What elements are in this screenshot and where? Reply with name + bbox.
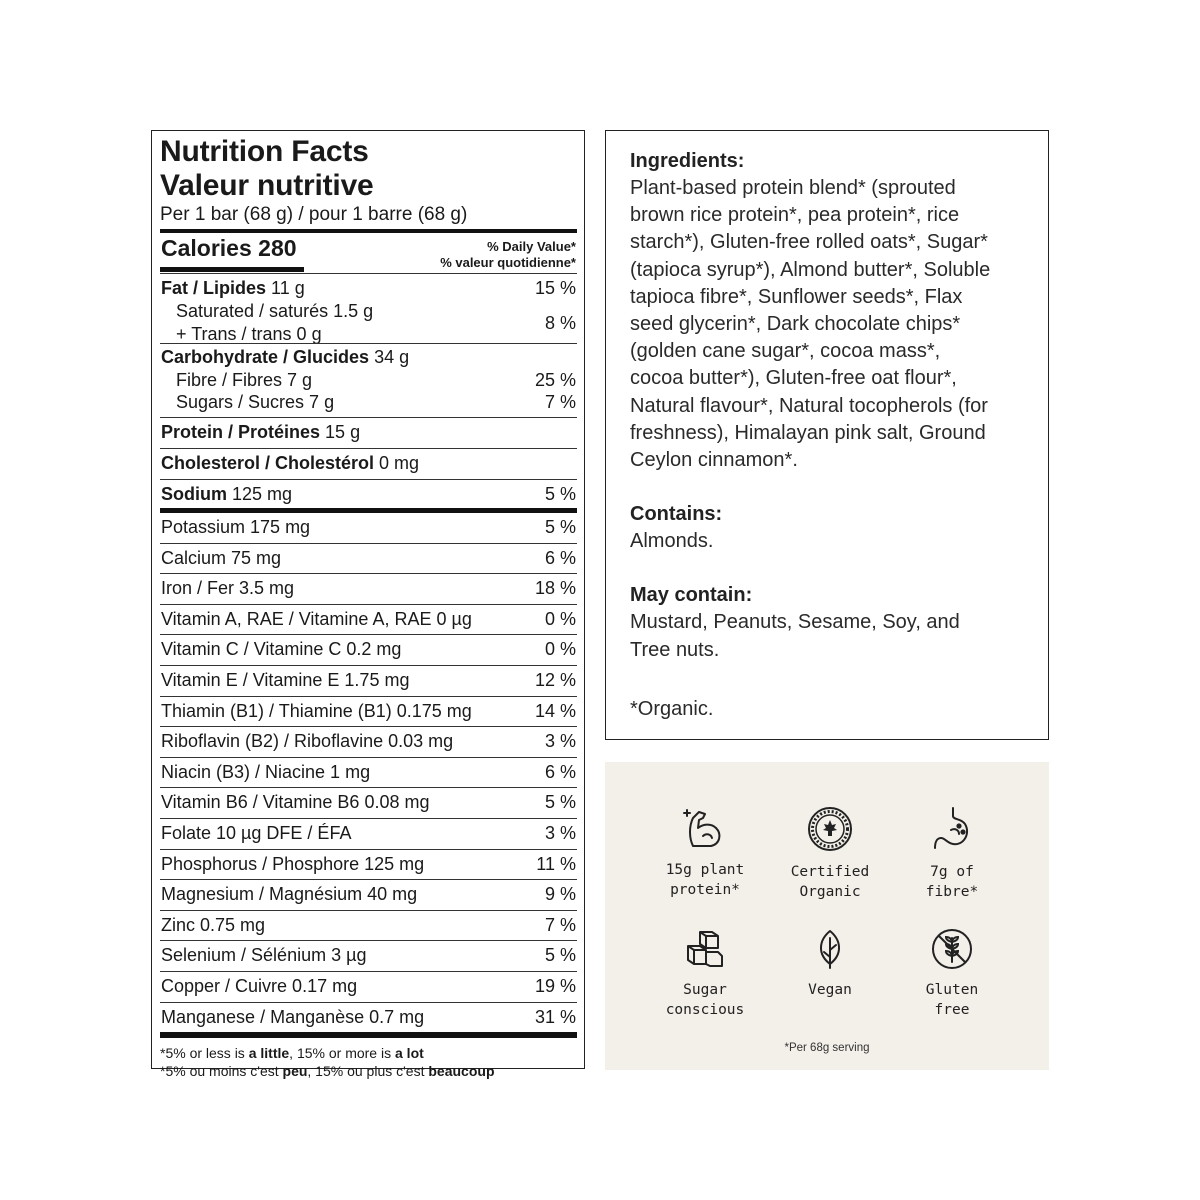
badge-caption: Organic: [799, 884, 861, 900]
micronutrient-label: Niacin (B3) / Niacine 1 mg: [161, 761, 371, 782]
micronutrient-percent: 12 %: [534, 669, 576, 690]
calories-underline: [160, 267, 304, 272]
micronutrient-percent: 11 %: [536, 853, 576, 874]
leaf-icon: [809, 928, 851, 970]
micronutrient-percent: 18 %: [534, 578, 576, 599]
badge-caption: Certified: [790, 864, 870, 880]
micronutrient-percent: 0 %: [544, 639, 576, 660]
micronutrient-percent: 5 %: [544, 945, 576, 966]
ingredients-line: starch*), Gluten-free rolled oats*, Sugar*: [630, 231, 988, 254]
ingredients-line: cocoa butter*), Gluten-free oat flour*,: [630, 367, 957, 390]
micronutrient-row: [160, 940, 577, 971]
micronutrient-percent: 5 %: [544, 517, 576, 537]
micronutrient-percent: 3 %: [544, 822, 576, 843]
micronutrient-row: [160, 849, 577, 880]
ingredients-line: tapioca fibre*, Sunflower seeds*, Flax: [630, 285, 963, 308]
ingredients-line: freshness), Himalayan pink salt, Ground: [630, 421, 986, 444]
micronutrient-row: [160, 726, 577, 757]
micronutrient-percent: 3 %: [544, 731, 576, 752]
badge-protein: [645, 806, 765, 900]
badge-gluten-free: [892, 928, 1012, 1020]
micronutrient-label: Vitamin A, RAE / Vitamine A, RAE 0 µg: [161, 608, 472, 629]
micronutrient-label: Potassium 175 mg: [161, 517, 311, 537]
footnote: [160, 1044, 577, 1080]
micronutrient-percent: 7 %: [544, 914, 576, 935]
calories-label: Calories 280: [161, 235, 297, 261]
micronutrient-label: Calcium 75 mg: [161, 547, 282, 568]
protein-amount: 15 g: [320, 422, 361, 442]
micronutrient-row: [160, 757, 577, 788]
micronutrient-percent: 31 %: [534, 1006, 576, 1027]
protein-label: Protein / Protéines: [161, 422, 321, 442]
micronutrient-row: [160, 818, 577, 849]
micronutrient-row: [160, 910, 577, 941]
carbohydrate-block: [160, 343, 577, 417]
may-contain-line: Tree nuts.: [630, 638, 720, 661]
badge-caption: Gluten: [925, 982, 979, 998]
calories-row: [160, 233, 577, 273]
contains-heading: Contains:: [630, 503, 723, 526]
saturated-trans-percent: 8 %: [544, 313, 576, 333]
micronutrient-label: Vitamin B6 / Vitamine B6 0.08 mg: [161, 792, 430, 813]
sugars-percent: 7 %: [544, 392, 576, 412]
ingredients-line: (golden cane sugar*, cocoa mass*,: [630, 340, 941, 363]
fat-label: Fat / Lipides: [161, 278, 267, 298]
micronutrient-row: [160, 634, 577, 665]
badge-caption: 15g plant: [665, 862, 745, 878]
sugar-cubes-icon: [684, 928, 726, 970]
micronutrient-label: Folate 10 µg DFE / ÉFA: [161, 822, 352, 843]
micronutrient-label: Vitamin E / Vitamine E 1.75 mg: [161, 669, 410, 690]
contains-text: Almonds.: [630, 530, 714, 553]
daily-value-header-fr: % valeur quotidienne*: [440, 255, 576, 270]
micronutrient-label: Selenium / Sélénium 3 µg: [161, 945, 367, 966]
flexed-arm-icon: [681, 806, 729, 850]
badge-caption: conscious: [665, 1002, 745, 1018]
micronutrient-percent: 9 %: [544, 884, 576, 905]
saturated-row: Saturated / saturés 1.5 g: [176, 301, 374, 321]
daily-value-header: [440, 239, 576, 271]
micronutrient-label: Magnesium / Magnésium 40 mg: [161, 884, 418, 905]
micronutrient-label: Phosphorus / Phosphore 125 mg: [161, 853, 425, 874]
stomach-icon: [929, 806, 975, 852]
protein-row: [160, 417, 577, 448]
micronutrient-row: [160, 573, 577, 604]
micronutrient-label: Thiamin (B1) / Thiamine (B1) 0.175 mg: [161, 700, 472, 721]
ingredients-heading: Ingredients:: [630, 150, 745, 172]
micronutrient-percent: 14 %: [534, 700, 576, 721]
footnote-en: *5% or less is a little, 15% or more is a lot: [160, 1045, 424, 1062]
badge-fibre: [892, 806, 1012, 902]
micronutrient-row: [160, 971, 577, 1002]
micronutrient-row: [160, 665, 577, 696]
ingredients-line: Natural flavour*, Natural tocopherols (for: [630, 394, 988, 417]
micronutrient-list: [160, 513, 577, 1032]
micronutrient-percent: 19 %: [534, 975, 576, 996]
sodium-amount: 125 mg: [227, 484, 293, 504]
micronutrient-row: [160, 787, 577, 818]
nutrition-title-en: Nutrition Facts: [160, 135, 369, 168]
micronutrient-row: [160, 513, 577, 543]
micronutrient-percent: 6 %: [544, 761, 576, 782]
organic-seal-icon: [807, 806, 853, 852]
ingredients-list: [630, 175, 1026, 474]
micronutrient-label: Zinc 0.75 mg: [161, 914, 266, 935]
micronutrient-percent: 5 %: [544, 792, 576, 813]
sodium-percent: 5 %: [544, 484, 576, 504]
footnote-fr: *5% ou moins c'est peu, 15% ou plus c'est beaucoup: [160, 1063, 495, 1080]
may-contain-heading: May contain:: [630, 584, 753, 607]
badge-organic: [770, 806, 890, 902]
fat-amount: 11 g: [266, 278, 305, 298]
thick-divider: [160, 1032, 577, 1038]
ingredients-line: (tapioca syrup*), Almond butter*, Soluble: [630, 258, 991, 281]
feature-badges-panel: [605, 762, 1049, 1070]
micronutrient-percent: 6 %: [544, 547, 576, 568]
trans-row: + Trans / trans 0 g: [176, 324, 322, 344]
serving-size: Per 1 bar (68 g) / pour 1 barre (68 g): [160, 204, 468, 225]
fat-row: [161, 278, 305, 299]
sugars-row: Sugars / Sucres 7 g: [176, 392, 335, 412]
badge-caption: protein*: [670, 882, 740, 898]
badge-caption: fibre*: [925, 884, 979, 900]
badge-vegan: [770, 928, 890, 1000]
no-wheat-icon: [931, 928, 973, 970]
sodium-label: Sodium: [161, 484, 227, 504]
micronutrient-label: Riboflavin (B2) / Riboflavine 0.03 mg: [161, 731, 454, 752]
micronutrient-row: [160, 879, 577, 910]
nutrition-facts-table: [151, 130, 585, 1080]
badge-caption: Sugar: [683, 982, 727, 998]
badge-caption: Vegan: [808, 982, 852, 998]
micronutrient-row: [160, 604, 577, 635]
ingredients-line: brown rice protein*, pea protein*, rice: [630, 204, 960, 227]
cholesterol-label: Cholesterol / Cholestérol: [161, 453, 375, 473]
ingredients-line: seed glycerin*, Dark chocolate chips*: [630, 313, 961, 336]
fibre-percent: 25 %: [534, 370, 576, 390]
micronutrient-percent: 0 %: [544, 608, 576, 629]
nutrition-title-fr: Valeur nutritive: [160, 169, 374, 202]
micronutrient-label: Vitamin C / Vitamine C 0.2 mg: [161, 639, 402, 660]
carbohydrate-amount: 34 g: [369, 347, 410, 367]
ingredients-panel: [605, 130, 1049, 740]
ingredients-line: Plant-based protein blend* (sprouted: [630, 177, 956, 199]
micronutrient-row: [160, 543, 577, 574]
micronutrient-row: [160, 1002, 577, 1033]
carbohydrate-row: [161, 347, 409, 368]
ingredients-line: Ceylon cinnamon*.: [630, 449, 798, 472]
carbohydrate-label: Carbohydrate / Glucides: [161, 347, 370, 367]
micronutrient-label: Manganese / Manganèse 0.7 mg: [161, 1006, 425, 1027]
badge-caption: 7g of: [930, 864, 974, 880]
organic-note: *Organic.: [630, 697, 714, 720]
cholesterol-row: [160, 448, 577, 479]
micronutrient-label: Copper / Cuivre 0.17 mg: [161, 975, 358, 996]
fat-block: [160, 273, 577, 343]
daily-value-header-en: % Daily Value*: [487, 239, 576, 254]
cholesterol-amount: 0 mg: [374, 453, 420, 473]
serving-note: *Per 68g serving: [784, 1042, 870, 1054]
sodium-row: [160, 479, 577, 508]
badge-sugar: [645, 928, 765, 1020]
may-contain-line: Mustard, Peanuts, Sesame, Soy, and: [630, 611, 960, 634]
badge-caption: free: [934, 1002, 970, 1018]
micronutrient-row: [160, 696, 577, 727]
micronutrient-label: Iron / Fer 3.5 mg: [161, 578, 295, 599]
fibre-row: Fibre / Fibres 7 g: [176, 370, 313, 390]
fat-percent: 15 %: [534, 278, 576, 298]
